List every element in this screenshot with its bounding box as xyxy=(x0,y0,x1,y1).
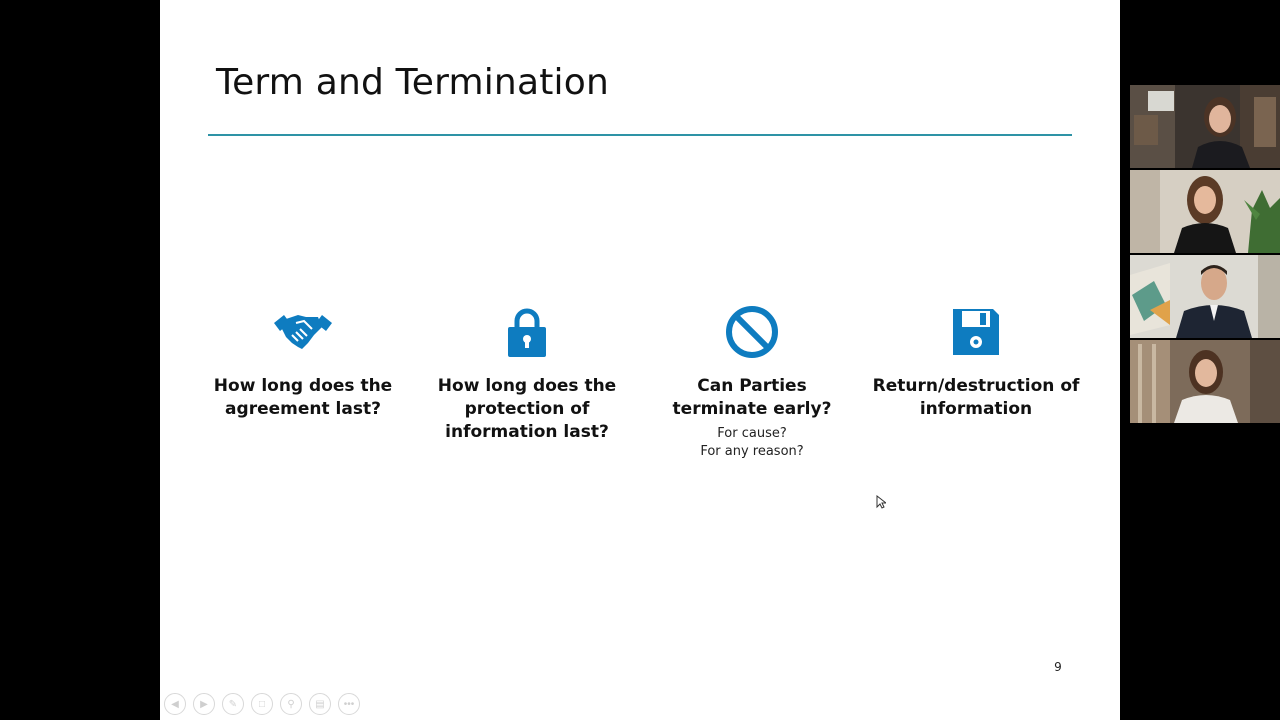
pen-icon[interactable]: ✎ xyxy=(222,693,244,715)
topic-heading: Can Parties terminate early? xyxy=(672,376,832,419)
presentation-slide xyxy=(160,0,1120,720)
participant-video-panel xyxy=(1130,85,1280,425)
topic-early-termination xyxy=(647,305,857,461)
participant-video-tile[interactable] xyxy=(1130,170,1280,253)
lock-icon xyxy=(422,305,632,359)
floppy-disk-icon xyxy=(871,305,1081,359)
next-icon[interactable]: ▶ xyxy=(193,693,215,715)
topic-return-destruction xyxy=(871,305,1081,421)
topic-heading: Return/destruction of information xyxy=(872,376,1080,419)
topic-heading: How long does the protection of information last? xyxy=(437,376,617,442)
title-divider xyxy=(208,134,1072,136)
subtext-line: For any reason? xyxy=(700,444,804,459)
prohibited-icon xyxy=(647,305,857,359)
participant-video-tile[interactable] xyxy=(1130,255,1280,338)
slide-title: Term and Termination xyxy=(216,62,609,103)
topic-subtext xyxy=(647,425,857,461)
participant-video-feed xyxy=(1130,170,1280,253)
participant-video-feed xyxy=(1130,340,1280,423)
handshake-icon xyxy=(198,305,408,359)
participant-video-feed xyxy=(1130,255,1280,338)
topic-heading: How long does the agreement last? xyxy=(213,376,393,419)
slideshow-toolbar xyxy=(164,693,360,715)
topic-protection-duration xyxy=(422,305,632,444)
previous-icon[interactable]: ◀ xyxy=(164,693,186,715)
participant-video-tile[interactable] xyxy=(1130,340,1280,423)
participant-video-tile[interactable] xyxy=(1130,85,1280,168)
subtext-line: For cause? xyxy=(717,426,787,441)
subtitles-icon[interactable]: ▤ xyxy=(309,693,331,715)
topic-agreement-duration xyxy=(198,305,408,421)
slides-icon[interactable]: □ xyxy=(251,693,273,715)
mouse-cursor-icon xyxy=(876,495,886,514)
slide-page-number: 9 xyxy=(1054,660,1062,674)
zoom-icon[interactable]: ⚲ xyxy=(280,693,302,715)
more-icon[interactable]: ••• xyxy=(338,693,360,715)
participant-video-feed xyxy=(1130,85,1280,168)
